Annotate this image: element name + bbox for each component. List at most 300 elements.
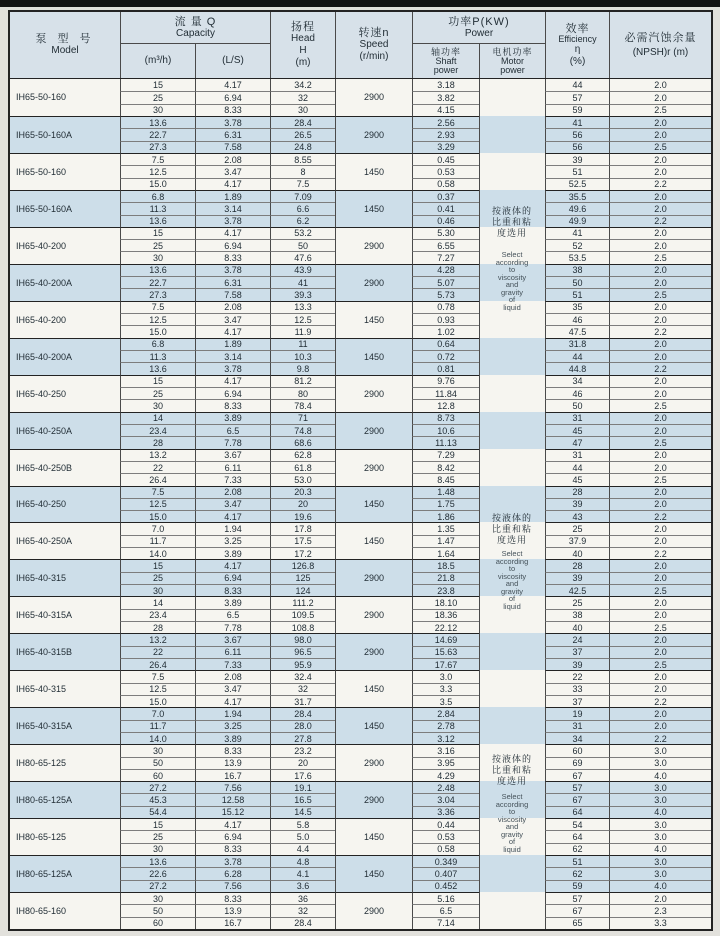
npsh-cell: 3.0 xyxy=(609,781,711,793)
efficiency-cell: 64 xyxy=(545,830,609,842)
npsh-cell: 2.0 xyxy=(609,91,711,103)
model-cell: IH65-40-250A xyxy=(10,412,120,449)
npsh-cell: 2.0 xyxy=(609,707,711,719)
shaft-power-cell: 4.28 xyxy=(412,264,479,276)
shaft-power-cell: 9.76 xyxy=(412,375,479,387)
flow-m3h-cell: 15.0 xyxy=(120,178,195,190)
npsh-cell: 2.0 xyxy=(609,596,711,608)
shaft-power-cell: 3.5 xyxy=(412,695,479,707)
motor-power-cell xyxy=(479,633,545,670)
npsh-cell: 3.0 xyxy=(609,793,711,805)
head-cell: 32 xyxy=(270,683,335,695)
head-cell: 28.4 xyxy=(270,707,335,719)
speed-cell: 2900 xyxy=(335,892,412,929)
flow-m3h-cell: 60 xyxy=(120,769,195,781)
speed-cell: 2900 xyxy=(335,116,412,153)
efficiency-cell: 50 xyxy=(545,276,609,288)
head-cell: 111.2 xyxy=(270,596,335,608)
npsh-cell: 2.5 xyxy=(609,251,711,263)
flow-m3h-cell: 11.3 xyxy=(120,202,195,214)
flow-m3h-cell: 22 xyxy=(120,461,195,473)
model-cell: IH80-65-125A xyxy=(10,855,120,892)
model-cell: IH65-40-315B xyxy=(10,633,120,670)
efficiency-cell: 47 xyxy=(545,436,609,448)
shaft-power-cell: 0.46 xyxy=(412,215,479,227)
head-cell: 20 xyxy=(270,757,335,769)
head-cell: 5.0 xyxy=(270,830,335,842)
flow-m3h-cell: 15 xyxy=(120,559,195,571)
flow-m3h-cell: 27.3 xyxy=(120,288,195,300)
flow-ls-cell: 8.33 xyxy=(195,584,270,596)
header-head-en: Head xyxy=(291,33,315,44)
npsh-cell: 2.5 xyxy=(609,621,711,633)
header-efficiency-en: Efficiency xyxy=(558,33,597,44)
flow-ls-cell: 6.94 xyxy=(195,387,270,399)
efficiency-cell: 52.5 xyxy=(545,178,609,190)
npsh-cell: 2.5 xyxy=(609,436,711,448)
shaft-power-cell: 3.29 xyxy=(412,141,479,153)
flow-m3h-cell: 7.0 xyxy=(120,522,195,534)
flow-m3h-cell: 30 xyxy=(120,251,195,263)
table-body xyxy=(10,79,711,929)
head-cell: 16.5 xyxy=(270,793,335,805)
header-unit-m3h xyxy=(120,44,195,78)
flow-m3h-cell: 22 xyxy=(120,646,195,658)
motor-power-cell xyxy=(479,338,545,375)
speed-cell: 1450 xyxy=(335,818,412,855)
efficiency-cell: 52 xyxy=(545,239,609,251)
flow-m3h-cell: 7.5 xyxy=(120,670,195,682)
shaft-power-cell: 5.16 xyxy=(412,892,479,904)
motor-power-cell xyxy=(479,892,545,929)
header-speed-en: Speed xyxy=(359,39,389,50)
npsh-cell: 3.0 xyxy=(609,744,711,756)
npsh-cell: 2.0 xyxy=(609,633,711,645)
flow-ls-cell: 2.08 xyxy=(195,153,270,165)
speed-cell: 1450 xyxy=(335,338,412,375)
header-capacity-en: Capacity xyxy=(176,27,215,39)
flow-ls-cell: 3.78 xyxy=(195,362,270,374)
flow-m3h-cell: 13.6 xyxy=(120,116,195,128)
npsh-cell: 2.0 xyxy=(609,670,711,682)
efficiency-cell: 19 xyxy=(545,707,609,719)
efficiency-cell: 67 xyxy=(545,793,609,805)
head-cell: 30 xyxy=(270,104,335,116)
flow-ls-cell: 6.31 xyxy=(195,276,270,288)
flow-m3h-cell: 27.3 xyxy=(120,141,195,153)
shaft-power-cell: 11.84 xyxy=(412,387,479,399)
flow-ls-cell: 7.56 xyxy=(195,781,270,793)
header-capacity xyxy=(120,12,270,44)
head-cell: 6.6 xyxy=(270,202,335,214)
efficiency-cell: 37 xyxy=(545,695,609,707)
npsh-cell: 2.0 xyxy=(609,338,711,350)
shaft-power-cell: 3.16 xyxy=(412,744,479,756)
efficiency-cell: 46 xyxy=(545,313,609,325)
npsh-cell: 2.0 xyxy=(609,522,711,534)
efficiency-cell: 40 xyxy=(545,621,609,633)
efficiency-cell: 56 xyxy=(545,141,609,153)
shaft-power-cell: 1.47 xyxy=(412,535,479,547)
motor-power-cell xyxy=(479,153,545,190)
flow-ls-cell: 7.58 xyxy=(195,288,270,300)
speed-cell: 1450 xyxy=(335,670,412,707)
header-power-zh: 功率P(KW) xyxy=(448,15,510,28)
motor-power-cell xyxy=(479,449,545,486)
header-shaft-power-zh: 轴功率 xyxy=(430,46,461,57)
flow-ls-cell: 1.89 xyxy=(195,190,270,202)
head-cell: 32.4 xyxy=(270,670,335,682)
motor-power-cell xyxy=(479,670,545,707)
model-cell: IH65-50-160A xyxy=(10,116,120,153)
flow-m3h-cell: 28 xyxy=(120,621,195,633)
flow-m3h-cell: 12.5 xyxy=(120,165,195,177)
efficiency-cell: 57 xyxy=(545,91,609,103)
flow-m3h-cell: 14.0 xyxy=(120,732,195,744)
viscosity-note-en-2: Select according to viscosity and gravity of liquid xyxy=(495,549,529,611)
flow-m3h-cell: 50 xyxy=(120,757,195,769)
flow-m3h-cell: 50 xyxy=(120,904,195,916)
flow-ls-cell: 8.33 xyxy=(195,843,270,855)
npsh-cell: 2.0 xyxy=(609,609,711,621)
header-capacity-zh: 流 量 Q xyxy=(174,15,217,28)
shaft-power-cell: 4.15 xyxy=(412,104,479,116)
top-scan-bar xyxy=(0,0,720,7)
flow-ls-cell: 3.25 xyxy=(195,720,270,732)
efficiency-cell: 35 xyxy=(545,301,609,313)
flow-ls-cell: 1.89 xyxy=(195,338,270,350)
head-cell: 8 xyxy=(270,165,335,177)
speed-cell: 1450 xyxy=(335,153,412,190)
flow-ls-cell: 3.89 xyxy=(195,412,270,424)
flow-ls-cell: 3.78 xyxy=(195,215,270,227)
shaft-power-cell: 0.64 xyxy=(412,338,479,350)
shaft-power-cell: 0.349 xyxy=(412,855,479,867)
flow-ls-cell: 8.33 xyxy=(195,744,270,756)
efficiency-cell: 28 xyxy=(545,559,609,571)
head-cell: 4.4 xyxy=(270,843,335,855)
npsh-cell: 2.0 xyxy=(609,387,711,399)
flow-m3h-cell: 26.4 xyxy=(120,658,195,670)
head-cell: 3.6 xyxy=(270,880,335,892)
npsh-cell: 2.5 xyxy=(609,104,711,116)
header-motor-power-zh: 电机功率 xyxy=(492,46,533,57)
header-power xyxy=(412,12,545,44)
head-cell: 50 xyxy=(270,239,335,251)
speed-cell: 2900 xyxy=(335,449,412,486)
head-cell: 28.4 xyxy=(270,917,335,929)
flow-m3h-cell: 22.6 xyxy=(120,867,195,879)
head-cell: 5.8 xyxy=(270,818,335,830)
flow-ls-cell: 6.5 xyxy=(195,424,270,436)
flow-ls-cell: 7.78 xyxy=(195,621,270,633)
shaft-power-cell: 1.02 xyxy=(412,325,479,337)
shaft-power-cell: 3.3 xyxy=(412,683,479,695)
head-cell: 10.3 xyxy=(270,350,335,362)
efficiency-cell: 31 xyxy=(545,720,609,732)
npsh-cell: 2.0 xyxy=(609,165,711,177)
head-cell: 17.5 xyxy=(270,535,335,547)
model-cell: IH65-50-160A xyxy=(10,190,120,227)
head-cell: 9.8 xyxy=(270,362,335,374)
speed-cell: 2900 xyxy=(335,227,412,264)
shaft-power-cell: 18.10 xyxy=(412,596,479,608)
head-cell: 68.6 xyxy=(270,436,335,448)
model-cell: IH80-65-125A xyxy=(10,781,120,818)
flow-ls-cell: 3.89 xyxy=(195,596,270,608)
npsh-cell: 2.0 xyxy=(609,313,711,325)
npsh-cell: 2.2 xyxy=(609,732,711,744)
flow-m3h-cell: 23.4 xyxy=(120,609,195,621)
header-power-en: Power xyxy=(464,27,494,39)
model-cell: IH65-40-315 xyxy=(10,670,120,707)
flow-ls-cell: 4.17 xyxy=(195,325,270,337)
model-cell: IH65-40-250 xyxy=(10,486,120,523)
header-shaft-power-en1: Shaft xyxy=(435,55,457,66)
head-cell: 53.2 xyxy=(270,227,335,239)
speed-cell: 1450 xyxy=(335,707,412,744)
npsh-cell: 4.0 xyxy=(609,880,711,892)
speed-cell: 1450 xyxy=(335,190,412,227)
head-cell: 20.3 xyxy=(270,486,335,498)
efficiency-cell: 33 xyxy=(545,683,609,695)
header-head-symbol: H xyxy=(299,45,307,56)
speed-cell: 2900 xyxy=(335,264,412,301)
npsh-cell: 2.0 xyxy=(609,227,711,239)
flow-m3h-cell: 15.0 xyxy=(120,325,195,337)
model-cell: IH80-65-160 xyxy=(10,892,120,929)
head-cell: 11.9 xyxy=(270,325,335,337)
npsh-cell: 4.0 xyxy=(609,769,711,781)
npsh-cell: 2.5 xyxy=(609,584,711,596)
flow-ls-cell: 3.78 xyxy=(195,855,270,867)
speed-cell: 2900 xyxy=(335,559,412,596)
efficiency-cell: 69 xyxy=(545,757,609,769)
flow-ls-cell: 7.56 xyxy=(195,880,270,892)
header-efficiency-zh: 效率 xyxy=(565,22,590,35)
efficiency-cell: 51 xyxy=(545,855,609,867)
flow-ls-cell: 6.11 xyxy=(195,646,270,658)
efficiency-cell: 45 xyxy=(545,424,609,436)
shaft-power-cell: 14.69 xyxy=(412,633,479,645)
npsh-cell: 2.0 xyxy=(609,424,711,436)
flow-m3h-cell: 11.3 xyxy=(120,350,195,362)
header-model xyxy=(10,12,120,78)
shaft-power-cell: 8.45 xyxy=(412,473,479,485)
flow-ls-cell: 8.33 xyxy=(195,251,270,263)
flow-m3h-cell: 25 xyxy=(120,572,195,584)
head-cell: 4.8 xyxy=(270,855,335,867)
efficiency-cell: 38 xyxy=(545,264,609,276)
flow-m3h-cell: 30 xyxy=(120,584,195,596)
npsh-cell: 2.0 xyxy=(609,720,711,732)
efficiency-cell: 57 xyxy=(545,892,609,904)
npsh-cell: 2.0 xyxy=(609,190,711,202)
shaft-power-cell: 3.04 xyxy=(412,793,479,805)
npsh-cell: 2.2 xyxy=(609,178,711,190)
npsh-cell: 2.2 xyxy=(609,510,711,522)
header-head xyxy=(270,12,335,78)
npsh-cell: 2.5 xyxy=(609,399,711,411)
flow-ls-cell: 4.17 xyxy=(195,178,270,190)
head-cell: 81.2 xyxy=(270,375,335,387)
shaft-power-cell: 5.07 xyxy=(412,276,479,288)
flow-m3h-cell: 28 xyxy=(120,436,195,448)
head-cell: 34.2 xyxy=(270,79,335,91)
header-unit-ls xyxy=(195,44,270,78)
flow-m3h-cell: 30 xyxy=(120,399,195,411)
header-shaft-power xyxy=(412,44,479,78)
head-cell: 36 xyxy=(270,892,335,904)
efficiency-cell: 22 xyxy=(545,670,609,682)
efficiency-cell: 47.5 xyxy=(545,325,609,337)
efficiency-cell: 35.5 xyxy=(545,190,609,202)
flow-m3h-cell: 13.2 xyxy=(120,633,195,645)
shaft-power-cell: 7.29 xyxy=(412,449,479,461)
head-cell: 124 xyxy=(270,584,335,596)
speed-cell: 2900 xyxy=(335,596,412,633)
flow-ls-cell: 3.25 xyxy=(195,535,270,547)
npsh-cell: 3.0 xyxy=(609,855,711,867)
head-cell: 125 xyxy=(270,572,335,584)
head-cell: 47.6 xyxy=(270,251,335,263)
efficiency-cell: 46 xyxy=(545,387,609,399)
shaft-power-cell: 5.73 xyxy=(412,288,479,300)
flow-ls-cell: 3.89 xyxy=(195,547,270,559)
head-cell: 11 xyxy=(270,338,335,350)
npsh-cell: 2.0 xyxy=(609,116,711,128)
efficiency-cell: 60 xyxy=(545,744,609,756)
flow-m3h-cell: 13.6 xyxy=(120,362,195,374)
header-npsh-zh: 必需汽蚀余量 xyxy=(624,31,697,44)
header-head-unit: (m) xyxy=(295,57,311,68)
npsh-cell: 3.0 xyxy=(609,867,711,879)
efficiency-cell: 56 xyxy=(545,128,609,140)
motor-power-cell xyxy=(479,116,545,153)
flow-m3h-cell: 25 xyxy=(120,830,195,842)
npsh-cell: 2.0 xyxy=(609,128,711,140)
flow-ls-cell: 3.47 xyxy=(195,313,270,325)
head-cell: 108.8 xyxy=(270,621,335,633)
flow-ls-cell: 6.28 xyxy=(195,867,270,879)
flow-ls-cell: 13.9 xyxy=(195,757,270,769)
shaft-power-cell: 15.63 xyxy=(412,646,479,658)
efficiency-cell: 41 xyxy=(545,227,609,239)
flow-ls-cell: 6.5 xyxy=(195,609,270,621)
head-cell: 96.5 xyxy=(270,646,335,658)
speed-cell: 1450 xyxy=(335,522,412,559)
header-motor-power-en2: power xyxy=(500,64,525,75)
motor-power-cell xyxy=(479,412,545,449)
flow-ls-cell: 7.78 xyxy=(195,436,270,448)
efficiency-cell: 49.9 xyxy=(545,215,609,227)
efficiency-cell: 51 xyxy=(545,288,609,300)
flow-m3h-cell: 27.2 xyxy=(120,781,195,793)
shaft-power-cell: 3.0 xyxy=(412,670,479,682)
npsh-cell: 2.5 xyxy=(609,288,711,300)
npsh-cell: 2.0 xyxy=(609,461,711,473)
shaft-power-cell: 23.8 xyxy=(412,584,479,596)
efficiency-cell: 62 xyxy=(545,843,609,855)
efficiency-cell: 41 xyxy=(545,116,609,128)
flow-m3h-cell: 25 xyxy=(120,387,195,399)
header-speed xyxy=(335,12,412,78)
efficiency-cell: 44 xyxy=(545,79,609,91)
efficiency-cell: 53.5 xyxy=(545,251,609,263)
shaft-power-cell: 8.73 xyxy=(412,412,479,424)
efficiency-cell: 28 xyxy=(545,486,609,498)
head-cell: 14.5 xyxy=(270,806,335,818)
flow-ls-cell: 15.12 xyxy=(195,806,270,818)
efficiency-cell: 54 xyxy=(545,818,609,830)
header-efficiency xyxy=(545,12,609,78)
flow-m3h-cell: 15 xyxy=(120,375,195,387)
head-cell: 27.8 xyxy=(270,732,335,744)
npsh-cell: 2.0 xyxy=(609,535,711,547)
model-cell: IH65-50-160 xyxy=(10,79,120,116)
flow-m3h-cell: 13.6 xyxy=(120,215,195,227)
flow-m3h-cell: 22.7 xyxy=(120,128,195,140)
header-shaft-power-en2: power xyxy=(433,64,459,75)
model-cell: IH80-65-125 xyxy=(10,818,120,855)
efficiency-cell: 37 xyxy=(545,646,609,658)
speed-cell: 2900 xyxy=(335,633,412,670)
efficiency-cell: 34 xyxy=(545,375,609,387)
npsh-cell: 2.2 xyxy=(609,547,711,559)
speed-cell: 2900 xyxy=(335,412,412,449)
head-cell: 126.8 xyxy=(270,559,335,571)
flow-ls-cell: 2.08 xyxy=(195,486,270,498)
shaft-power-cell: 3.18 xyxy=(412,79,479,91)
shaft-power-cell: 17.67 xyxy=(412,658,479,670)
shaft-power-cell: 0.37 xyxy=(412,190,479,202)
header-unit-m3h-label: (m³/h) xyxy=(144,55,172,66)
efficiency-cell: 39 xyxy=(545,498,609,510)
flow-ls-cell: 8.33 xyxy=(195,104,270,116)
flow-ls-cell: 2.08 xyxy=(195,301,270,313)
shaft-power-cell: 1.35 xyxy=(412,522,479,534)
head-cell: 24.8 xyxy=(270,141,335,153)
npsh-cell: 2.2 xyxy=(609,325,711,337)
flow-m3h-cell: 25 xyxy=(120,91,195,103)
flow-ls-cell: 6.94 xyxy=(195,91,270,103)
npsh-cell: 2.0 xyxy=(609,892,711,904)
flow-m3h-cell: 12.5 xyxy=(120,683,195,695)
flow-m3h-cell: 7.0 xyxy=(120,707,195,719)
head-cell: 61.8 xyxy=(270,461,335,473)
npsh-cell: 2.0 xyxy=(609,375,711,387)
npsh-cell: 2.0 xyxy=(609,559,711,571)
flow-m3h-cell: 26.4 xyxy=(120,473,195,485)
shaft-power-cell: 0.452 xyxy=(412,880,479,892)
efficiency-cell: 39 xyxy=(545,658,609,670)
shaft-power-cell: 10.6 xyxy=(412,424,479,436)
shaft-power-cell: 1.48 xyxy=(412,486,479,498)
flow-ls-cell: 4.17 xyxy=(195,559,270,571)
model-cell: IH65-40-200 xyxy=(10,301,120,338)
npsh-cell: 2.0 xyxy=(609,239,711,251)
model-cell: IH65-40-250A xyxy=(10,522,120,559)
efficiency-cell: 37.9 xyxy=(545,535,609,547)
flow-ls-cell: 8.33 xyxy=(195,892,270,904)
flow-ls-cell: 4.17 xyxy=(195,79,270,91)
efficiency-cell: 39 xyxy=(545,572,609,584)
flow-ls-cell: 8.33 xyxy=(195,399,270,411)
shaft-power-cell: 5.30 xyxy=(412,227,479,239)
npsh-cell: 2.0 xyxy=(609,264,711,276)
header-efficiency-unit: (%) xyxy=(569,55,586,67)
header-model-en: Model xyxy=(51,45,79,56)
